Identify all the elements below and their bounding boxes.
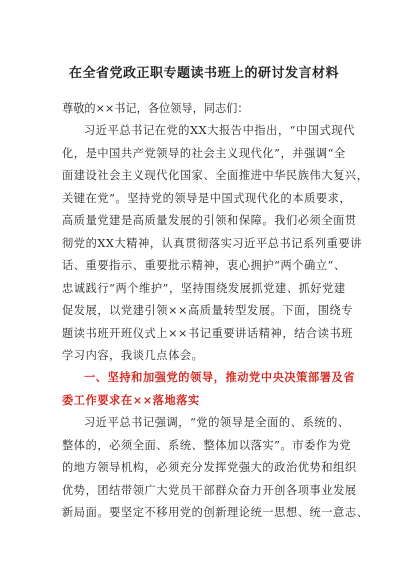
paragraph-line: 话、重要指示、重要批示精神，衷心拥护“两个确立”、: [62, 259, 346, 272]
paragraph-line: 关键在党”。坚持党的领导是中国式现代化的本质要求，: [62, 191, 352, 205]
paragraph-2: [62, 412, 369, 525]
paragraph-line: 面建设社会主义现代化国家、全面推进中华民族伟大复兴，: [62, 169, 369, 182]
paragraph-line: 题读书班开班仪式上××书记重要讲话精神，结合读书班: [62, 326, 354, 340]
heading-line: 委工作要求在××落地落实: [62, 392, 200, 407]
paragraph-line: 习近平总书记强调，“党的领导是全面的、系统的、: [84, 416, 350, 429]
paragraph-line: 彻党的XX大精神，认真贯彻落实习近平总书记系列重要讲: [62, 236, 363, 250]
paragraph-1: [62, 120, 369, 368]
paragraph-line: 整体的，必须全面、系统、整体加以落实”。市委作为党: [62, 438, 352, 452]
paragraph-line: 高质量党建是高质量发展的引领和保障。我们必须全面贯: [62, 214, 357, 227]
section-heading-1: [62, 366, 354, 411]
heading-line: 一、坚持和加强党的领导，推动党中央决策部署及省: [84, 370, 356, 384]
paragraph-line: 学习内容，我谈几点体会。: [62, 349, 204, 362]
paragraph-line: 优势，团结带领广大党员干部群众奋力开创各项事业发展: [62, 483, 357, 497]
paragraph-line: 的地方领导机构，必须充分发挥党强大的政治优势和组织: [62, 461, 357, 474]
salutation: 尊敬的××书记，各位领导，同志们：: [62, 102, 249, 115]
document-title: 在全省党政正职专题读书班上的研讨发言材料: [68, 66, 339, 81]
paragraph-line: 新局面。要坚定不移用党的创新理论统一思想、统一意志、: [62, 506, 369, 519]
paragraph-line: 促发展，以党建引领××高质量转型发展。下面，围绕专: [62, 304, 354, 317]
paragraph-line: 忠诚践行“两个维护”，坚持围绕发展抓党建、抓好党建: [62, 281, 346, 295]
paragraph-line: 化，是中国共产党领导的社会主义现代化”，并强调“全: [62, 146, 346, 160]
paragraph-line: 习近平总书记在党的XX大报告中指出，“中国式现代: [84, 124, 355, 137]
